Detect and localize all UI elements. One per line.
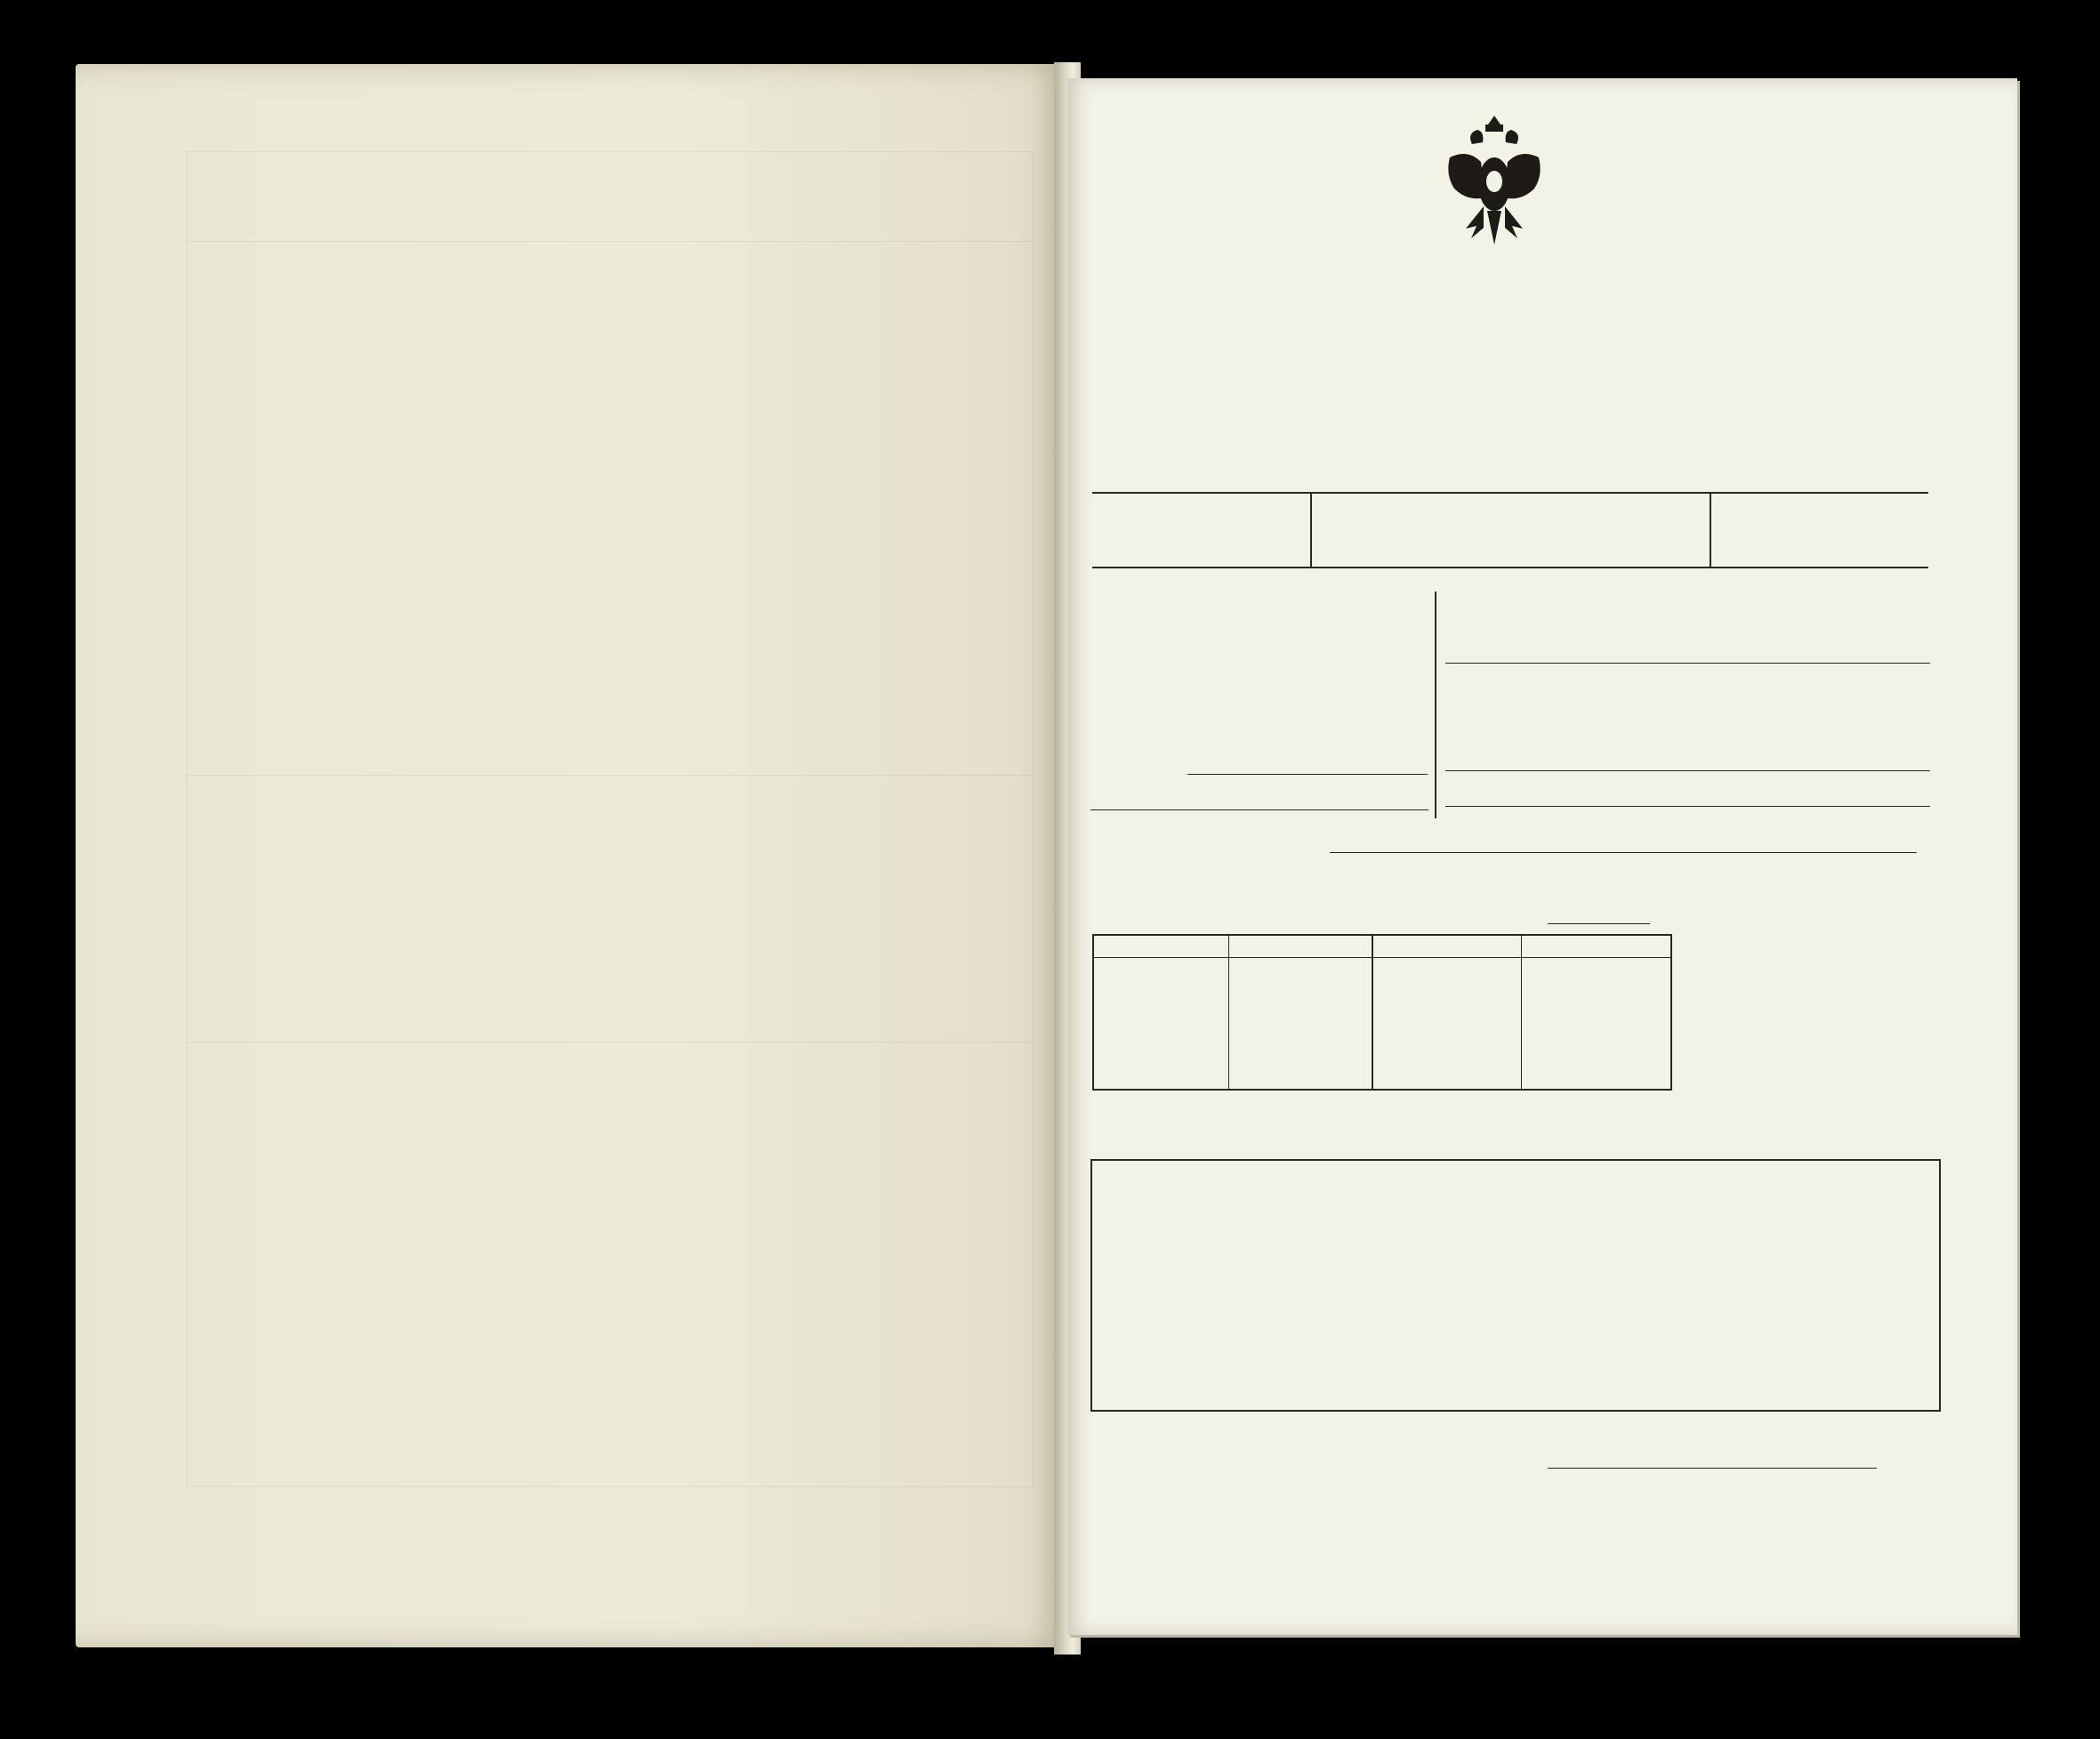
rule [1092, 957, 1670, 958]
fill-line [1445, 770, 1930, 771]
fill-line [1445, 663, 1930, 664]
fill-line [1445, 806, 1930, 807]
fill-line [1548, 923, 1650, 924]
double-headed-eagle-emblem [1441, 109, 1548, 255]
fill-line [1548, 1468, 1877, 1469]
rule [1310, 492, 1312, 567]
fill-line [1187, 774, 1428, 775]
fill-line [1090, 809, 1428, 810]
rule [1435, 592, 1436, 818]
rule [1521, 934, 1522, 1089]
rule [1372, 934, 1373, 1089]
fill-line [1330, 852, 1917, 853]
rule [1710, 492, 1711, 567]
count-table [1090, 1159, 1941, 1412]
bleed-through-ghost [187, 151, 1034, 1487]
rule [1228, 934, 1229, 1089]
rule [1092, 492, 1928, 494]
rule [1092, 567, 1928, 568]
